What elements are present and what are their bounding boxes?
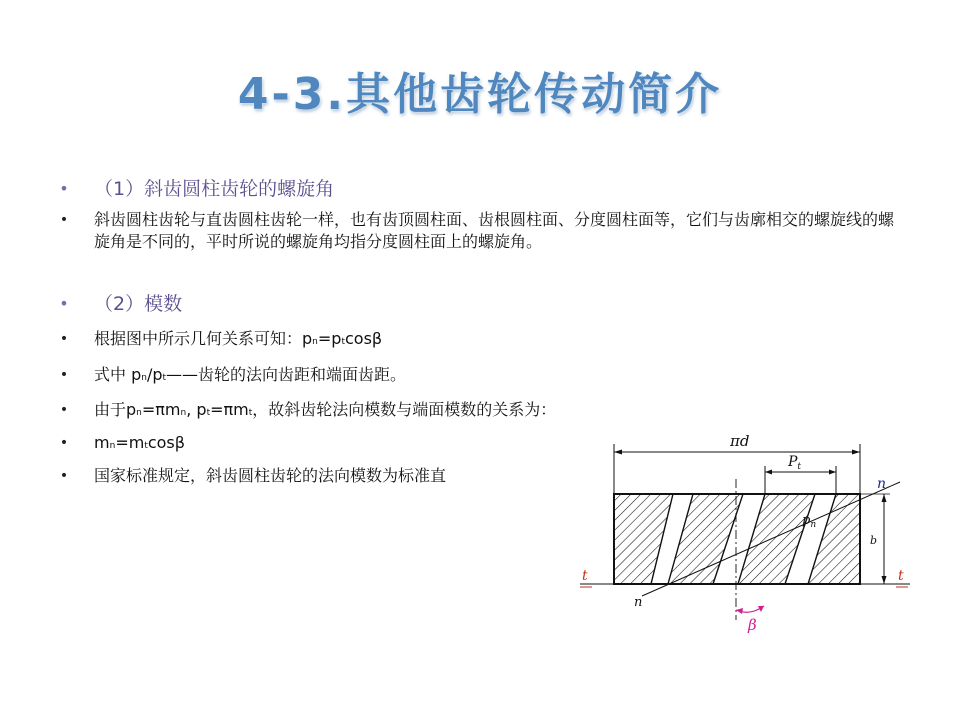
bullet: • [59,179,69,198]
pi-d-label: πd [730,432,750,450]
standard-text: 国家标准规定，斜齿圆柱齿轮的法向模数为标准直 [94,466,447,485]
bullet: • [59,367,69,383]
paragraph-text: 斜齿圆柱齿轮与直齿圆柱齿轮一样，也有齿顶圆柱面、齿根圆柱面、分度圆柱面等，它们与齿廓相交的螺旋线的螺旋角是不同的，平时所说的螺旋角均指分度圆柱面上的螺旋角。 [94,210,895,251]
diagram-svg [572,424,916,634]
b-label: b [870,534,878,547]
bullet: • [59,294,69,313]
heading-text: （1）斜齿圆柱齿轮的螺旋角 [94,178,335,200]
relation-text: 由于pn=πmn, pt=πmt，故斜齿轮法向模数与端面模数的关系为： [94,400,557,419]
formula-text: 根据图中所示几何关系可知：pn=ptcosβ [94,329,383,348]
definition-text: 式中 pn/pt——齿轮的法向齿距和端面齿距。 [94,365,407,384]
t-label-left: t [582,568,588,584]
beta-label: β [748,616,757,634]
helical-gear-diagram [572,424,916,634]
bullet: • [59,402,69,418]
slide-title: 4-3.其他齿轮传动简介 [237,69,723,120]
n-label-bottom: n [634,595,643,610]
bullet: • [59,212,69,228]
t-label-right: t [898,568,904,584]
bullet: • [59,435,69,451]
pn-label: $p_n$ [802,513,817,530]
bullet: • [59,331,69,347]
module-formula-text: mn=mtcosβ [94,433,185,452]
n-label-top: n [877,476,887,492]
heading-text: （2）模数 [94,293,183,315]
bullet: • [59,468,69,484]
pt-label: $P_t$ [788,454,802,472]
